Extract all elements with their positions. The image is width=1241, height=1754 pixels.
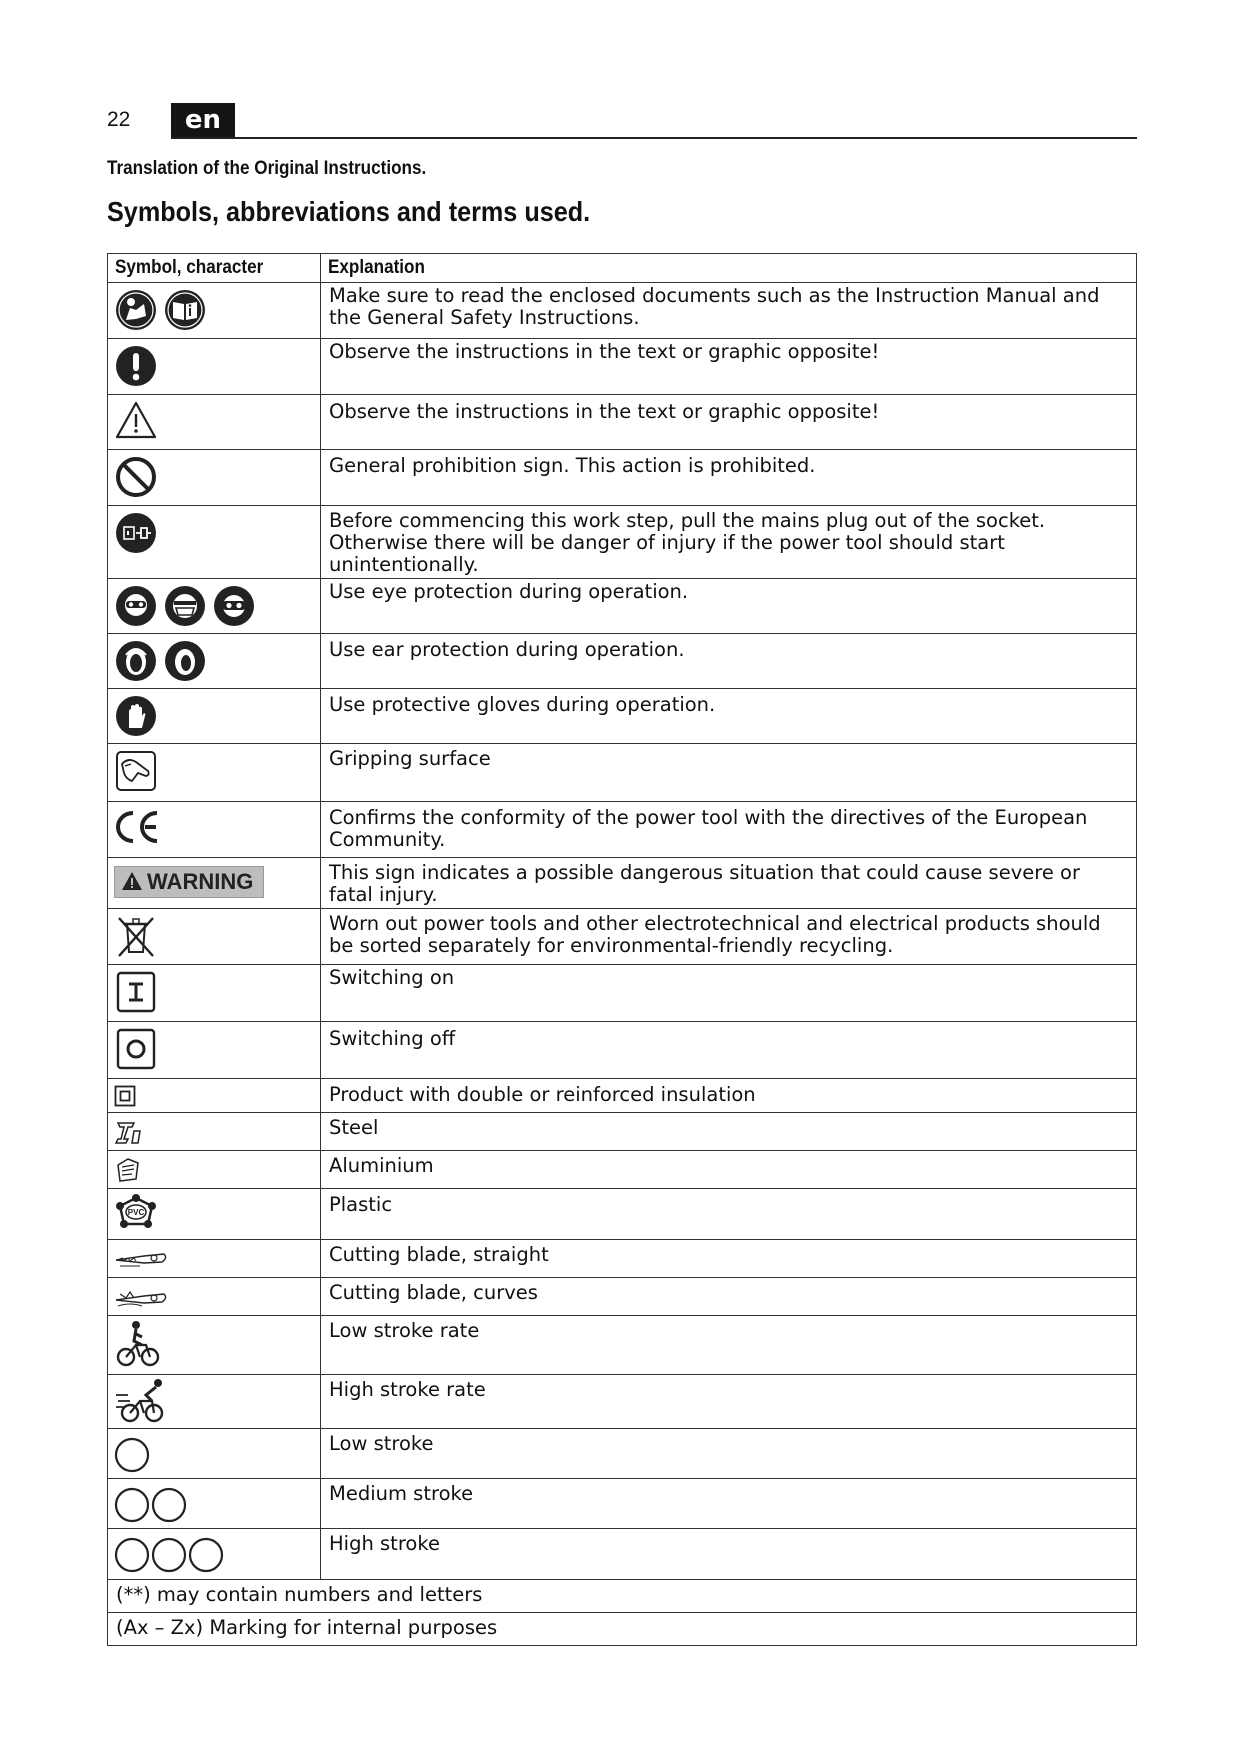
table-row xyxy=(108,858,1137,909)
language-badge: en xyxy=(171,103,235,137)
table-row xyxy=(108,965,1137,1022)
eye-protection-icon xyxy=(114,584,158,628)
ce-mark-icon xyxy=(114,807,162,847)
footnote-row xyxy=(108,1613,1137,1646)
aluminium-icon xyxy=(114,1155,142,1183)
footnote-row xyxy=(108,1580,1137,1613)
blade-straight-icon xyxy=(114,1246,168,1272)
unplug-icon xyxy=(114,511,158,555)
explanation-cell: Switching off xyxy=(321,1022,1137,1079)
table-row xyxy=(108,1316,1137,1375)
switch-on-icon xyxy=(114,970,158,1014)
explanation-cell: High stroke xyxy=(321,1529,1137,1580)
explanation-cell: Low stroke xyxy=(321,1429,1137,1479)
high-stroke-rate-icon xyxy=(114,1377,172,1423)
explanation-cell: Before commencing this work step, pull the mains plug out of the socket. Otherwise there will be danger of injury if the power tool should start unintentionally. xyxy=(321,506,1137,579)
table-row xyxy=(108,689,1137,744)
explanation-cell: Low stroke rate xyxy=(321,1316,1137,1375)
table-row xyxy=(108,1022,1137,1079)
explanation-cell: Switching on xyxy=(321,965,1137,1022)
plastic-pvc-icon xyxy=(114,1192,158,1232)
table-row xyxy=(108,1278,1137,1316)
header-explanation-cell: Explanation xyxy=(321,254,1137,283)
manual-book-icon xyxy=(163,288,207,332)
warning-triangle-icon xyxy=(114,400,158,440)
explanation-cell: Cutting blade, straight xyxy=(321,1240,1137,1278)
table-row xyxy=(108,802,1137,858)
warning-label-icon: WARNING xyxy=(114,866,264,898)
header-rule xyxy=(171,137,1137,139)
explanation-cell: This sign indicates a possible dangerous situation that could cause severe or fatal injury. xyxy=(321,858,1137,909)
safety-goggles-icon xyxy=(212,584,256,628)
blade-curves-icon xyxy=(114,1284,168,1310)
explanation-cell: Medium stroke xyxy=(321,1479,1137,1529)
table-row xyxy=(108,744,1137,802)
gloves-icon xyxy=(114,694,158,738)
footnote-numbers-letters: (**) may contain numbers and letters xyxy=(108,1580,1137,1613)
gripping-surface-icon xyxy=(114,749,158,793)
explanation-cell: Use eye protection during operation. xyxy=(321,579,1137,634)
table-row xyxy=(108,579,1137,634)
page-number: 22 xyxy=(107,108,131,131)
explanation-cell: Observe the instructions in the text or graphic opposite! xyxy=(321,395,1137,450)
explanation-cell: Worn out power tools and other electrotechnical and electrical products should be sorted separately for environmental-friendly recycling. xyxy=(321,909,1137,965)
header-symbol-cell: Symbol, character xyxy=(108,254,321,283)
document-subtitle: Translation of the Original Instructions. xyxy=(107,158,427,179)
table-row xyxy=(108,909,1137,965)
table-row xyxy=(108,1375,1137,1429)
explanation-cell: Gripping surface xyxy=(321,744,1137,802)
table-row xyxy=(108,1429,1137,1479)
explanation-cell: Make sure to read the enclosed documents such as the Instruction Manual and the General Safety Instructions. xyxy=(321,283,1137,339)
table-row xyxy=(108,395,1137,450)
explanation-cell: Confirms the conformity of the power tool with the directives of the European Community. xyxy=(321,802,1137,858)
svg-text:PVC: PVC xyxy=(127,1208,145,1217)
table-row xyxy=(108,1189,1137,1240)
table-row xyxy=(108,1529,1137,1580)
switch-off-icon xyxy=(114,1027,158,1071)
steel-icon xyxy=(114,1117,142,1145)
low-stroke-rate-icon xyxy=(114,1319,162,1369)
medium-stroke-icon xyxy=(114,1487,188,1523)
table-row xyxy=(108,283,1137,339)
explanation-cell: Use ear protection during operation. xyxy=(321,634,1137,689)
table-row xyxy=(108,450,1137,506)
double-insulation-icon xyxy=(114,1085,136,1107)
explanation-cell: High stroke rate xyxy=(321,1375,1137,1429)
footnote-internal-marking: (Ax – Zx) Marking for internal purposes xyxy=(108,1613,1137,1646)
table-row xyxy=(108,1151,1137,1189)
ear-protection-icon xyxy=(114,639,158,683)
table-row xyxy=(108,1113,1137,1151)
prohibition-icon xyxy=(114,455,158,499)
table-row xyxy=(108,1079,1137,1113)
explanation-cell: Use protective gloves during operation. xyxy=(321,689,1137,744)
explanation-cell: Aluminium xyxy=(321,1151,1137,1189)
table-row xyxy=(108,339,1137,395)
low-stroke-icon xyxy=(114,1437,150,1473)
weee-bin-icon xyxy=(114,914,158,958)
exclamation-icon xyxy=(114,344,158,388)
face-shield-icon xyxy=(163,584,207,628)
explanation-cell: General prohibition sign. This action is prohibited. xyxy=(321,450,1137,506)
page-title: Symbols, abbreviations and terms used. xyxy=(107,196,591,227)
table-row xyxy=(108,634,1137,689)
high-stroke-icon xyxy=(114,1537,226,1573)
ear-muffs-icon xyxy=(163,639,207,683)
explanation-cell: Observe the instructions in the text or graphic opposite! xyxy=(321,339,1137,395)
table-row xyxy=(108,1479,1137,1529)
table-header-row xyxy=(108,254,1137,283)
read-instructions-icon xyxy=(114,288,158,332)
explanation-cell: Plastic xyxy=(321,1189,1137,1240)
explanation-cell: Product with double or reinforced insulation xyxy=(321,1079,1137,1113)
explanation-cell: Cutting blade, curves xyxy=(321,1278,1137,1316)
table-row xyxy=(108,1240,1137,1278)
symbols-table xyxy=(107,253,1137,1646)
explanation-cell: Steel xyxy=(321,1113,1137,1151)
table-row xyxy=(108,506,1137,579)
